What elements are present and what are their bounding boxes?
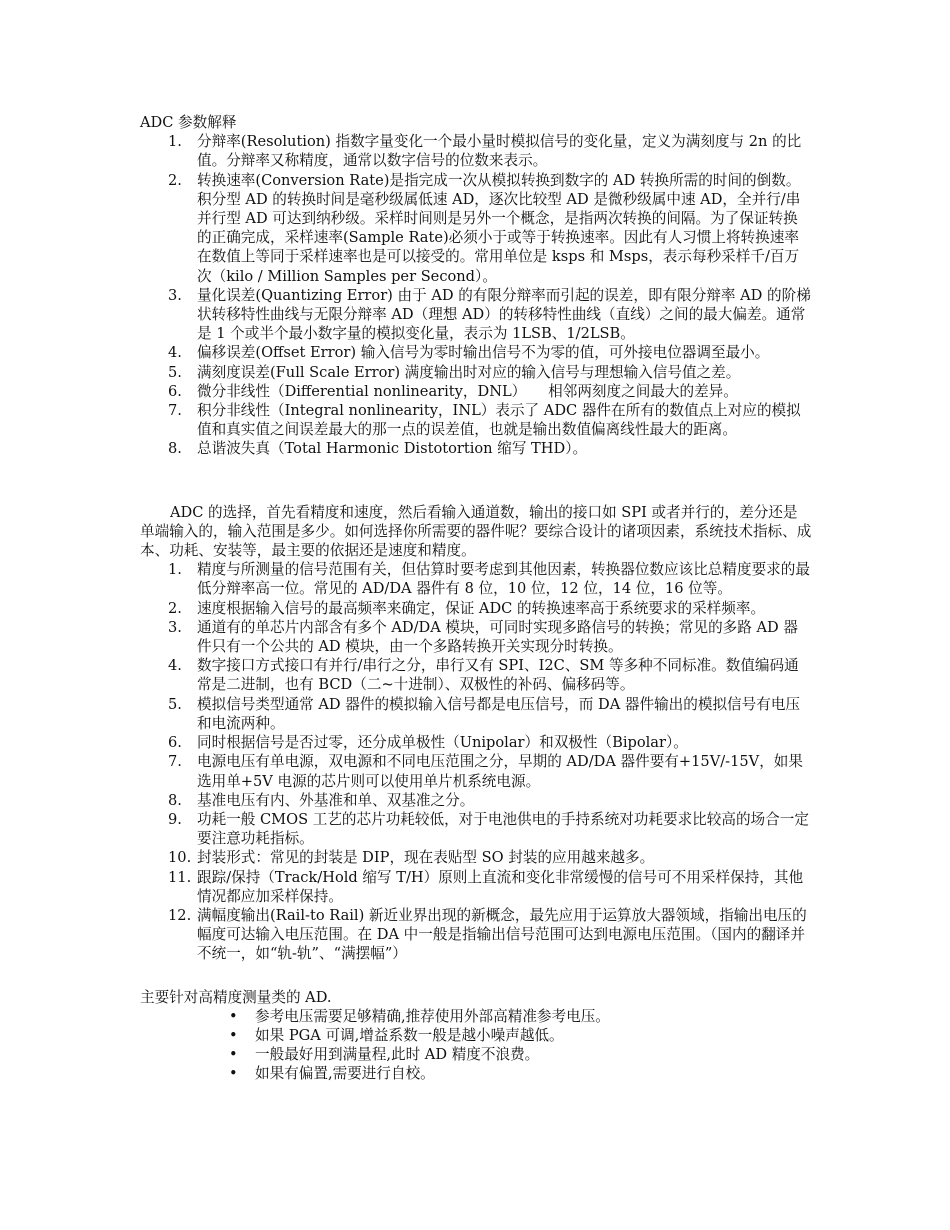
list-number: 7. [168,402,182,420]
list-item [140,848,812,867]
bullet-text: 一般最好用到满量程,此时 AD 精度不浪费。 [255,1046,540,1064]
list-number: 8. [168,440,182,458]
list-number: 2. [168,599,182,617]
bullet-icon [229,1045,238,1064]
list-number: 12. [168,906,192,924]
list-text: 封装形式：常见的封装是 DIP，现在表贴型 SO 封装的应用越来越多。 [197,849,655,867]
section-heading-adc-params: ADC 参数解释 [140,114,237,131]
list-number: 8. [168,791,182,809]
list-item [140,752,812,790]
precision-tips-list [140,1007,812,1084]
bullet-text: 如果有偏置,需要进行自校。 [255,1065,435,1083]
list-text: 精度与所测量的信号范围有关，但估算时要考虑到其他因素，转换器位数应该比总精度要求的最低分辩率高一位。常见的 AD/DA 器件有 8 位，10 位，12 位，14 位，16 位等。 [197,561,810,598]
bullet-item [140,1007,812,1026]
list-item [140,599,812,618]
list-text: 跟踪/保持（Track/Hold 缩写 T/H）原则上直流和变化非常缓慢的信号可不用采样保持，其他情况都应加采样保持。 [197,868,804,905]
list-text: 量化误差(Quantizing Error) 由于 AD 的有限分辩率而引起的误差，即有限分辩率 AD 的阶梯状转移特性曲线与无限分辩率 AD（理想 AD）的转移特性曲线（直线）之间的最大偏差。通常是 1 个或半个最小数字量的模拟变化量，表示为 1LSB、1/2LSB。 [197,286,811,343]
precision-heading: 主要针对高精度测量类的 AD. [140,988,332,1006]
list-item [140,695,812,733]
list-text: 模拟信号类型通常 AD 器件的模拟输入信号都是电压信号，而 DA 器件输出的模拟信号有电压和电流两种。 [197,695,801,732]
params-list [140,132,812,458]
bullet-item [140,1045,812,1064]
list-number: 1. [168,133,182,151]
list-text: 同时根据信号是否过零，还分成单极性（Unipolar）和双极性（Bipolar）。 [197,734,688,752]
list-item [140,810,812,848]
bullet-icon [229,1064,238,1083]
list-number: 4. [168,657,182,675]
list-text: 总谐波失真（Total Harmonic Distotortion 缩写 THD）。 [197,440,588,458]
list-number: 3. [168,286,182,304]
list-item [140,439,812,458]
list-text: 微分非线性（Differential nonlinearity，DNL） 相邻两刻度之间最大的差异。 [197,382,738,400]
list-item [140,791,812,810]
list-item [140,382,812,401]
list-item [140,560,812,598]
list-text: 满幅度输出(Rail-to Rail) 新近业界出现的新概念，最先应用于运算放大器领域，指输出电压的幅度可达输入电压范围。在 DA 中一般是指输出信号范围可达到电源电压范围。（国内的翻译并不统一，如“轨-轨”、“满摆幅”） [197,906,807,963]
spacer [140,459,812,503]
list-text: 偏移误差(Offset Error) 输入信号为零时输出信号不为零的值，可外接电位器调至最小。 [197,344,770,362]
list-item [140,401,812,439]
document-page [140,113,812,1084]
list-text: 满刻度误差(Full Scale Error) 满度输出时对应的输入信号与理想输入信号值之差。 [197,363,741,381]
list-number: 3. [168,618,182,636]
list-item [140,656,812,694]
list-number: 9. [168,810,182,828]
list-item [140,343,812,362]
list-item [140,171,812,286]
bullet-item [140,1026,812,1045]
list-number: 5. [168,695,182,713]
selection-list [140,560,812,963]
list-number: 2. [168,171,182,189]
list-item [140,906,812,964]
list-text: 电源电压有单电源，双电源和不同电压范围之分，早期的 AD/DA 器件要有+15V/-15V，如果选用单+5V 电源的芯片则可以使用单片机系统电源。 [197,753,803,790]
list-item [140,868,812,906]
bullet-text: 如果 PGA 可调,增益系数一般是越小噪声越低。 [255,1026,564,1044]
list-text: 转换速率(Conversion Rate)是指完成一次从模拟转换到数字的 AD 转换所需的时间的倒数。积分型 AD 的转换时间是毫秒级属低速 AD，逐次比较型 AD 是微秒级属中速 AD，全并行/串并行型 AD 可达到纳秒级。采样时间则是另外一个概念，是指两次转换的间隔。为了保证转换的正确完成，采样速率(Sample Rate)必须小于或等于转换速率。因此有人习惯上将转换速率在数值上等同于采样速率也是可以接受的。常用单位是 ksps 和 Msps，表示每秒采样千/百万次（kilo / Million Samples per Second）。 [197,171,801,285]
bullet-icon [229,1026,238,1045]
list-number: 4. [168,344,182,362]
list-text: 速度根据输入信号的最高频率来确定，保证 ADC 的转换速率高于系统要求的采样频率。 [197,599,766,617]
list-text: 基准电压有内、外基准和单、双基准之分。 [197,791,475,809]
bullet-item [140,1064,812,1083]
bullet-text: 参考电压需要足够精确,推荐使用外部高精准参考电压。 [255,1007,610,1025]
list-item [140,286,812,344]
list-item [140,363,812,382]
list-number: 6. [168,734,182,752]
bullet-icon [229,1007,238,1026]
list-number: 11. [168,868,192,886]
list-text: 通道有的单芯片内部含有多个 AD/DA 模块，可同时实现多路信号的转换；常见的多路 AD 器件只有一个公共的 AD 模块，由一个多路转换开关实现分时转换。 [197,618,798,656]
list-number: 1. [168,561,182,579]
list-text: 积分非线性（Integral nonlinearity，INL）表示了 ADC 器件在所有的数值点上对应的模拟值和真实值之间误差最大的那一点的误差值，也就是输出数值偏离线性最大的距离。 [197,402,801,439]
list-number: 5. [168,363,182,381]
list-item [140,733,812,752]
list-number: 6. [168,382,182,400]
list-item [140,618,812,656]
spacer [140,964,812,988]
selection-intro-paragraph: ADC 的选择，首先看精度和速度，然后看输入通道数，输出的接口如 SPI 或者并行的，差分还是单端输入的，输入范围是多少。如何选择你所需要的器件呢？要综合设计的诸项因素，系统技术指标、成本、功耗、安装等，最主要的依据还是速度和精度。 [140,503,812,560]
list-number: 10. [168,849,192,867]
list-text: 功耗一般 CMOS 工艺的芯片功耗较低，对于电池供电的手持系统对功耗要求比较高的场合一定要注意功耗指标。 [197,810,809,848]
list-number: 7. [168,753,182,771]
list-item [140,132,812,170]
list-text: 分辩率(Resolution) 指数字量变化一个最小量时模拟信号的变化量，定义为满刻度与 2n 的比值。分辩率又称精度，通常以数字信号的位数来表示。 [197,133,802,170]
list-text: 数字接口方式接口有并行/串行之分，串行又有 SPI、I2C、SM 等多种不同标准。数值编码通常是二进制，也有 BCD（二~十进制）、双极性的补码、偏移码等。 [197,657,799,694]
